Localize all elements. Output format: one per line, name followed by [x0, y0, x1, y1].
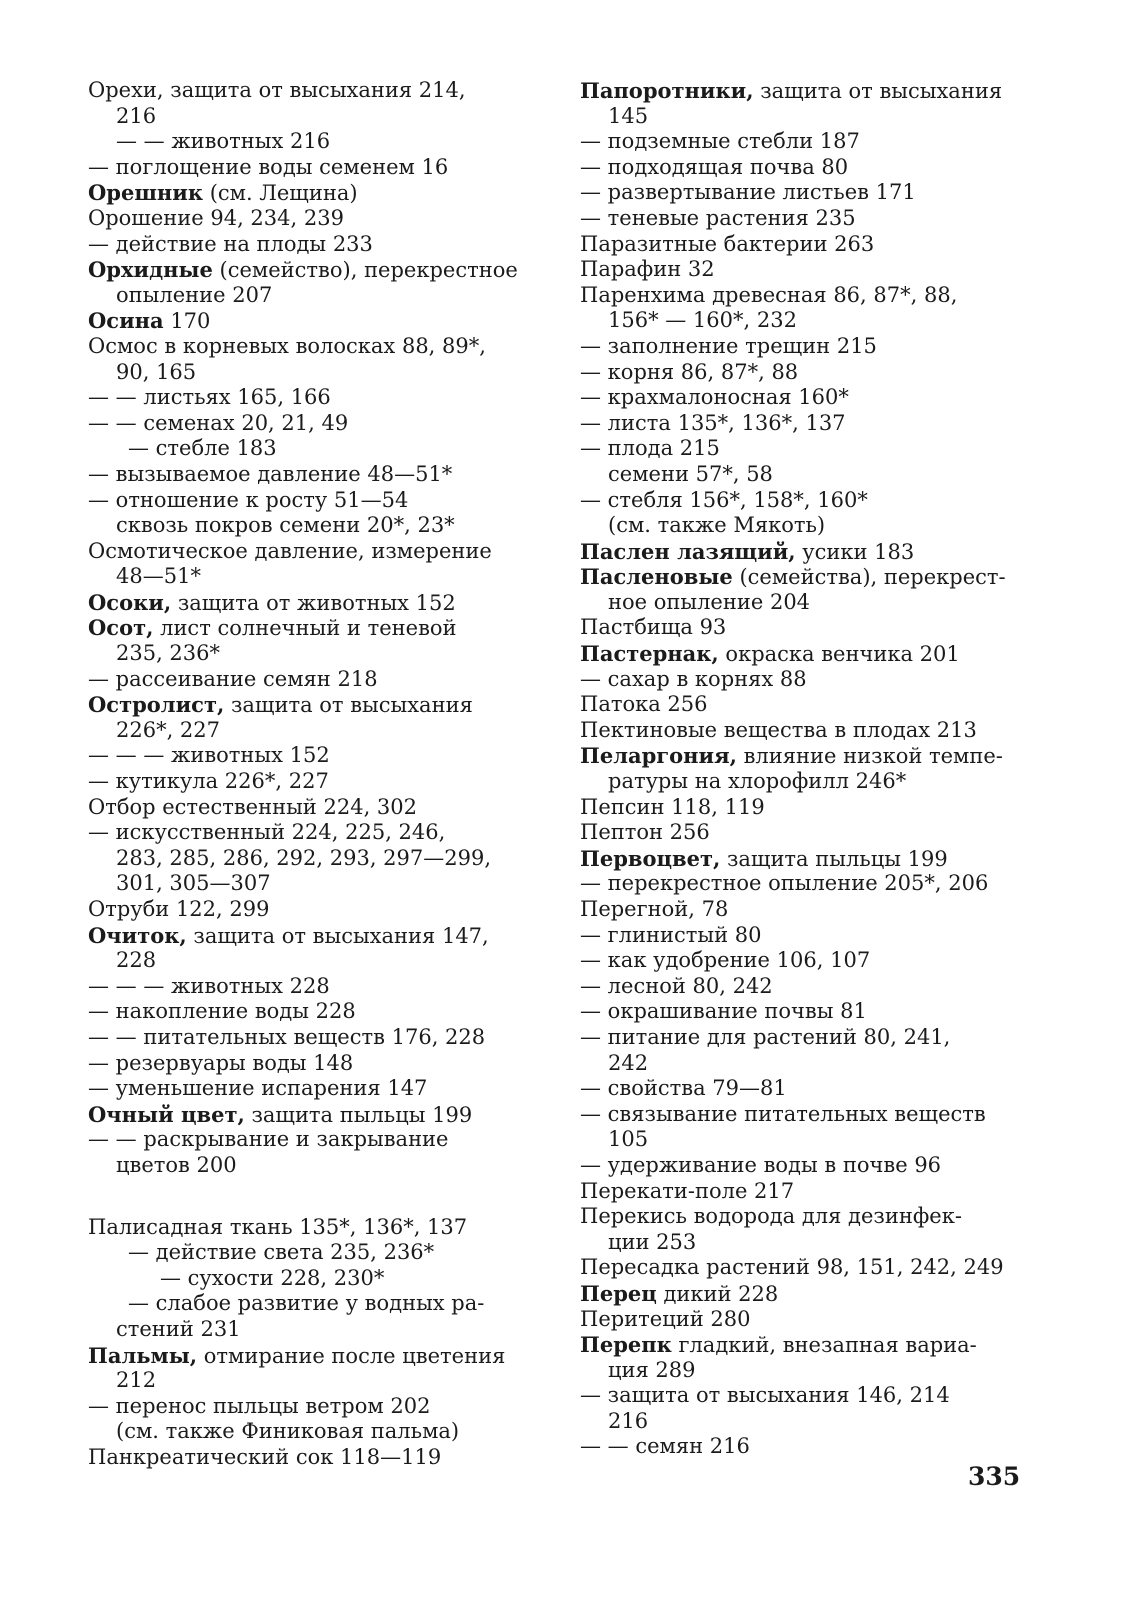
index-entry: [88, 308, 550, 334]
entry-text: — плода 215: [580, 436, 720, 461]
index-entry: [580, 564, 1035, 590]
entry-gap: [88, 1179, 550, 1215]
index-entry: [88, 820, 550, 846]
index-entry: [88, 948, 550, 974]
index-entry: [88, 411, 550, 437]
entry-text: стений 231: [116, 1316, 241, 1341]
entry-text: — вызываемое давление 48—51*: [88, 461, 453, 486]
entry-text: Пектиновые вещества в плодах 213: [580, 717, 977, 742]
entry-text: — — животных 216: [116, 129, 331, 154]
index-entry: [580, 1204, 1035, 1230]
entry-text: опыление 207: [116, 282, 273, 307]
index-entry: [88, 104, 550, 130]
index-entry: [580, 1127, 1035, 1153]
index-entry: [580, 283, 1035, 309]
index-entry: [88, 897, 550, 923]
index-entry: [88, 180, 550, 206]
index-entry: [580, 1025, 1035, 1051]
entry-text: Парафин 32: [580, 257, 715, 282]
index-entry: [88, 718, 550, 744]
index-entry: [580, 513, 1035, 539]
index-entry: [88, 999, 550, 1025]
entry-text: дикий 228: [656, 1281, 779, 1306]
index-entry: [580, 1102, 1035, 1128]
entry-text: Пептон 256: [580, 820, 710, 845]
index-entry: [88, 385, 550, 411]
entry-text: Орехи, защита от высыхания 214,: [88, 78, 466, 102]
index-entry: [88, 1215, 550, 1241]
entry-text: 228: [116, 948, 157, 973]
entry-text: — кутикула 226*, 227: [88, 769, 329, 794]
entry-text: (см. также Мякоть): [608, 513, 826, 538]
index-entry: [580, 206, 1035, 232]
index-entry: [580, 999, 1035, 1025]
entry-text: Палисадная ткань 135*, 136*, 137: [88, 1214, 468, 1239]
entry-headword: Орхидные: [88, 257, 213, 283]
entry-text: семени 57*, 58: [608, 461, 773, 486]
entry-text: 235, 236*: [116, 641, 221, 666]
entry-text: — действие на плоды 233: [88, 231, 373, 256]
index-entry: [580, 1076, 1035, 1102]
index-entry: [580, 1230, 1035, 1256]
index-entry: [88, 1445, 550, 1471]
entry-headword: Осина: [88, 308, 164, 334]
entry-text: — — раскрывание и закрывание: [88, 1127, 449, 1152]
index-entry: [580, 846, 1035, 872]
index-entry: [580, 1434, 1035, 1460]
index-entry: [580, 1409, 1035, 1435]
index-entry: [88, 232, 550, 258]
entry-headword: Очный цвет,: [88, 1101, 245, 1127]
index-entry: [88, 155, 550, 181]
entry-text: 226*, 227: [116, 717, 221, 742]
index-entry: [88, 1394, 550, 1420]
index-entry: [580, 129, 1035, 155]
entry-headword: Перец: [580, 1280, 657, 1306]
index-entry: [580, 667, 1035, 693]
index-entry: [580, 308, 1035, 334]
entry-text: Пастбища 93: [580, 615, 727, 640]
entry-text: 90, 165: [116, 359, 197, 384]
index-entry: [580, 360, 1035, 386]
entry-text: защита пыльцы 199: [720, 846, 948, 871]
entry-text: — рассеивание семян 218: [88, 666, 378, 691]
entry-headword: Очиток,: [88, 922, 187, 948]
index-entry: [88, 1419, 550, 1445]
index-entry: [88, 769, 550, 795]
index-entry: [88, 615, 550, 641]
entry-text: — сахар в корнях 88: [580, 666, 807, 691]
index-column-left: [88, 78, 550, 1470]
index-entry: [580, 948, 1035, 974]
entry-text: (семейство), перекрестное: [212, 258, 518, 283]
entry-text: — сухости 228, 230*: [160, 1265, 385, 1290]
entry-text: — заполнение трещин 215: [580, 333, 877, 358]
index-entry: [88, 923, 550, 949]
entry-text: — подходящая почва 80: [580, 154, 849, 179]
index-entry: [88, 360, 550, 386]
entry-text: — подземные стебли 187: [580, 129, 860, 154]
index-entry: [88, 1240, 550, 1266]
entry-text: — теневые растения 235: [580, 205, 856, 230]
entry-text: 105: [608, 1127, 649, 1152]
index-entry: [580, 1358, 1035, 1384]
index-entry: [580, 462, 1035, 488]
entry-text: Паренхима древесная 86, 87*, 88,: [580, 282, 958, 307]
entry-text: Перекись водорода для дезинфек-: [580, 1204, 962, 1229]
entry-text: — — — животных 152: [88, 743, 330, 768]
entry-text: — крахмалоносная 160*: [580, 385, 849, 410]
index-entry: [580, 1307, 1035, 1333]
entry-text: — резервуары воды 148: [88, 1050, 354, 1075]
entry-text: — защита от высыхания 146, 214: [580, 1383, 950, 1408]
entry-text: ции 253: [608, 1229, 697, 1254]
entry-text: (см. Лещина): [203, 181, 358, 206]
index-entry: [580, 104, 1035, 130]
index-entry: [88, 795, 550, 821]
entry-text: 156* — 160*, 232: [608, 308, 797, 333]
entry-text: — — семян 216: [580, 1434, 750, 1459]
entry-text: — лесной 80, 242: [580, 973, 773, 998]
index-entry: [580, 615, 1035, 641]
index-entry: [580, 820, 1035, 846]
entry-text: — уменьшение испарения 147: [88, 1076, 428, 1101]
index-entry: [580, 488, 1035, 514]
entry-text: Перегной, 78: [580, 897, 729, 921]
index-entry: [88, 974, 550, 1000]
index-entry: [88, 78, 550, 104]
entry-text: — стебле 183: [128, 436, 277, 461]
entry-text: — удерживание воды в почве 96: [580, 1152, 942, 1177]
index-entry: [88, 1051, 550, 1077]
index-entry: [88, 257, 550, 283]
entry-headword: Пастернак,: [580, 641, 719, 667]
index-entry: [88, 871, 550, 897]
index-entry: [580, 411, 1035, 437]
index-entry: [580, 923, 1035, 949]
entry-text: — питание для растений 80, 241,: [580, 1024, 951, 1049]
entry-headword: Паслен лазящий,: [580, 538, 796, 564]
entry-headword: Перепк: [580, 1332, 672, 1358]
index-entry: [88, 436, 550, 462]
entry-text: — — питательных веществ 176, 228: [88, 1024, 486, 1049]
index-entry: [88, 1153, 550, 1179]
index-entry: [88, 539, 550, 565]
index-entry: [580, 795, 1035, 821]
entry-text: Осмос в корневых волосках 88, 89*,: [88, 333, 486, 358]
entry-text: лист солнечный и теневой: [153, 616, 457, 641]
page-number: 335: [968, 1462, 1021, 1491]
entry-text: — стебля 156*, 158*, 160*: [580, 487, 868, 512]
entry-text: — окрашивание почвы 81: [580, 999, 867, 1024]
entry-text: — — семенах 20, 21, 49: [88, 410, 349, 435]
entry-text: отмирание после цветения: [197, 1343, 506, 1368]
entry-text: — связывание питательных веществ: [580, 1101, 986, 1126]
index-entry: [88, 846, 550, 872]
entry-text: Пепсин 118, 119: [580, 794, 765, 819]
entry-text: 216: [608, 1408, 649, 1433]
entry-text: ное опыление 204: [608, 589, 811, 614]
entry-text: — свойства 79—81: [580, 1076, 787, 1101]
entry-headword: Орешник: [88, 180, 204, 206]
entry-text: — перекрестное опыление 205*, 206: [580, 871, 989, 896]
index-entry: [88, 1291, 550, 1317]
entry-text: Паразитные бактерии 263: [580, 231, 875, 256]
entry-text: ция 289: [608, 1357, 696, 1382]
entry-text: гладкий, внезапная вариа-: [671, 1333, 977, 1358]
index-entry: [580, 743, 1035, 769]
index-entry: [88, 667, 550, 693]
entry-text: защита от высыхания 147,: [186, 923, 489, 948]
entry-headword: Осоки,: [88, 589, 172, 615]
index-entry: [580, 78, 1035, 104]
index-entry: [580, 539, 1035, 565]
entry-text: Панкреатический сок 118—119: [88, 1444, 442, 1469]
index-entry: [88, 513, 550, 539]
index-entry: [580, 1051, 1035, 1077]
index-entry: [580, 897, 1035, 923]
entry-text: — поглощение воды семенем 16: [88, 154, 449, 179]
entry-headword: Осот,: [88, 615, 154, 641]
entry-headword: Папоротники,: [580, 78, 754, 103]
index-entry: [580, 257, 1035, 283]
index-entry: [88, 1102, 550, 1128]
index-entry: [580, 1255, 1035, 1281]
entry-text: Перекати-поле 217: [580, 1178, 795, 1203]
entry-text: защита от животных 152: [171, 590, 456, 615]
entry-headword: Первоцвет,: [580, 845, 721, 871]
index-entry: [580, 692, 1035, 718]
entry-text: окраска венчика 201: [718, 642, 960, 667]
entry-text: — отношение к росту 51—54: [88, 487, 409, 512]
index-entry: [580, 155, 1035, 181]
entry-text: 212: [116, 1368, 157, 1393]
entry-text: — корня 86, 87*, 88: [580, 359, 799, 384]
index-entry: [580, 871, 1035, 897]
entry-text: 48—51*: [116, 564, 201, 589]
index-entry: [88, 1127, 550, 1153]
entry-text: — — — животных 228: [88, 973, 330, 998]
entry-text: Орошение 94, 234, 239: [88, 205, 344, 230]
entry-headword: Остролист,: [88, 692, 225, 718]
index-entry: [580, 974, 1035, 1000]
index-entry: [580, 1332, 1035, 1358]
entry-text: ратуры на хлорофилл 246*: [608, 769, 907, 794]
entry-headword: Пасленовые: [580, 564, 733, 590]
index-entry: [88, 1368, 550, 1394]
index-entry: [88, 1343, 550, 1369]
index-entry: [580, 334, 1035, 360]
entry-text: 242: [608, 1050, 649, 1075]
entry-text: Отруби 122, 299: [88, 897, 270, 921]
entry-text: Перитеций 280: [580, 1306, 751, 1331]
index-entry: [88, 1025, 550, 1051]
entry-text: Пересадка растений 98, 151, 242, 249: [580, 1255, 1004, 1280]
index-entry: [580, 385, 1035, 411]
entry-text: цветов 200: [116, 1152, 237, 1177]
index-entry: [580, 1179, 1035, 1205]
entry-text: — действие света 235, 236*: [128, 1240, 435, 1265]
entry-text: — развертывание листьев 171: [580, 180, 916, 205]
entry-text: — перенос пыльцы ветром 202: [88, 1393, 431, 1418]
index-entry: [580, 1153, 1035, 1179]
index-entry: [580, 180, 1035, 206]
index-entry: [580, 232, 1035, 258]
entry-text: Патока 256: [580, 692, 708, 717]
entry-text: — слабое развитие у водных ра-: [128, 1291, 485, 1316]
index-entry: [88, 564, 550, 590]
index-entry: [88, 129, 550, 155]
entry-text: 145: [608, 103, 649, 128]
index-entry: [580, 769, 1035, 795]
index-entry: [580, 436, 1035, 462]
index-entry: [88, 334, 550, 360]
entry-headword: Пеларгония,: [580, 743, 737, 769]
index-entry: [580, 590, 1035, 616]
index-entry: [88, 692, 550, 718]
index-entry: [88, 462, 550, 488]
entry-text: (семейства), перекрест-: [732, 565, 1006, 590]
index-entry: [88, 1076, 550, 1102]
entry-text: — искусственный 224, 225, 246,: [88, 820, 446, 845]
index-entry: [580, 641, 1035, 667]
entry-text: сквозь покров семени 20*, 23*: [116, 513, 455, 538]
index-entry: [88, 283, 550, 309]
index-entry: [580, 1281, 1035, 1307]
entry-text: влияние низкой темпе-: [736, 744, 1003, 769]
entry-text: 170: [163, 309, 211, 334]
entry-text: усики 183: [795, 539, 915, 564]
entry-text: Отбор естественный 224, 302: [88, 794, 417, 819]
index-entry: [88, 488, 550, 514]
entry-text: (см. также Финиковая пальма): [116, 1419, 460, 1444]
entry-text: защита пыльцы 199: [244, 1102, 473, 1127]
entry-text: 216: [116, 103, 157, 128]
entry-text: — — листьях 165, 166: [88, 385, 331, 410]
entry-text: Осмотическое давление, измерение: [88, 538, 492, 563]
index-entry: [88, 1317, 550, 1343]
entry-text: — как удобрение 106, 107: [580, 948, 871, 973]
entry-text: защита от высыхания: [753, 79, 1003, 103]
index-entry: [88, 1266, 550, 1292]
index-entry: [88, 590, 550, 616]
entry-headword: Пальмы,: [88, 1342, 198, 1368]
index-entry: [88, 641, 550, 667]
index-column-right: [580, 78, 1035, 1460]
entry-text: — накопление воды 228: [88, 999, 356, 1024]
entry-text: защита от высыхания: [224, 693, 473, 718]
entry-text: 283, 285, 286, 292, 293, 297—299,: [116, 845, 492, 870]
index-entry: [580, 718, 1035, 744]
entry-text: 301, 305—307: [116, 871, 271, 896]
index-entry: [88, 743, 550, 769]
entry-text: — глинистый 80: [580, 922, 762, 947]
index-entry: [580, 1383, 1035, 1409]
entry-text: — листа 135*, 136*, 137: [580, 410, 846, 435]
index-entry: [88, 206, 550, 232]
